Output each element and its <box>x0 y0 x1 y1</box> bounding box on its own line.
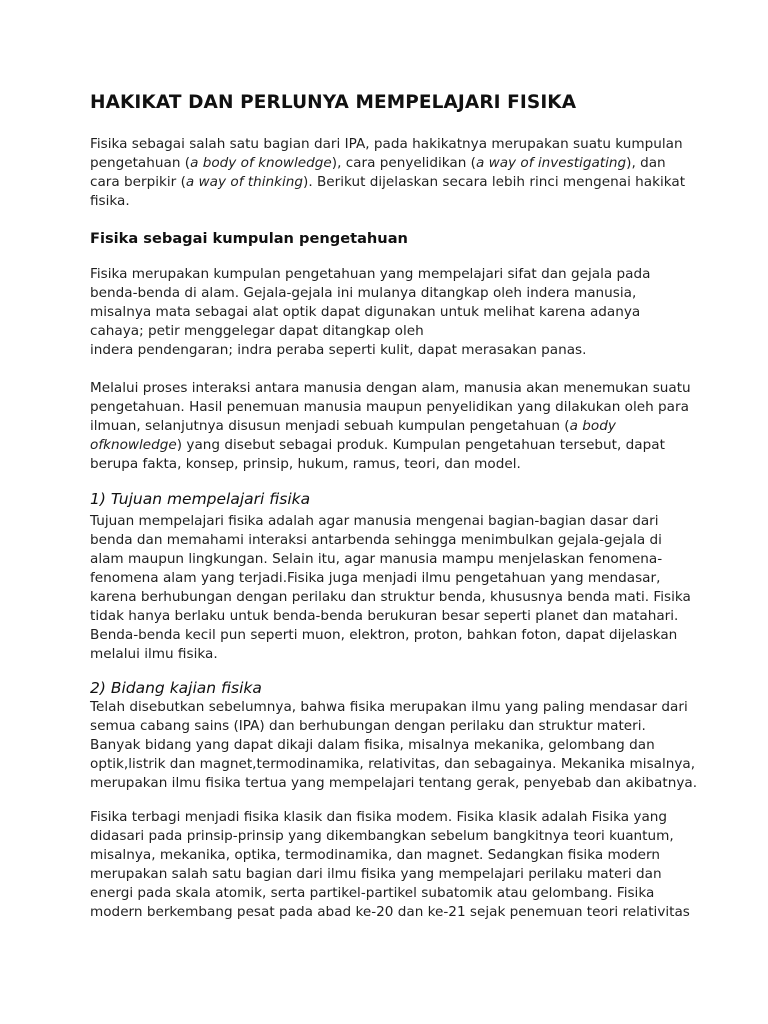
paragraph-line: karena berhubungan dengan perilaku dan struktur benda, khususnya benda mati. Fisika <box>90 589 691 605</box>
intro-line-2: pengetahuan (a body of knowledge), cara penyelidikan (a way of investigating), dan <box>90 155 666 171</box>
paragraph-4 <box>90 698 697 793</box>
paragraph-line: merupakan ilmu fisika tertua yang mempelajari tentang gerak, penyebab dan akibatnya. <box>90 775 698 791</box>
paragraph-line: Tujuan mempelajari fisika adalah agar manusia mengenai bagian-bagian dasar dari <box>90 513 659 529</box>
paragraph-line: Fisika merupakan kumpulan pengetahuan yang mempelajari sifat dan gejala pada <box>90 266 651 282</box>
paragraph-line: benda dan memahami interaksi antarbenda sehingga menimbulkan gejala-gejala di <box>90 532 662 548</box>
paragraph-5 <box>90 808 690 922</box>
paragraph-line: Fisika terbagi menjadi fisika klasik dan fisika modem. Fisika klasik adalah Fisika yang <box>90 809 668 825</box>
paragraph-line: benda-benda di alam. Gejala-gejala ini mulanya ditangkap oleh indera manusia, <box>90 285 637 301</box>
paragraph-line: Melalui proses interaksi antara manusia dengan alam, manusia akan menemukan suatu <box>90 380 691 396</box>
paragraph-line: modern berkembang pesat pada abad ke-20 dan ke-21 sejak penemuan teori relativitas <box>90 904 690 920</box>
paragraph-line: Banyak bidang yang dapat dikaji dalam fisika, misalnya mekanika, gelombang dan <box>90 737 655 753</box>
paragraph-line: misalnya mata sebagai alat optik dapat digunakan untuk melihat karena adanya <box>90 304 641 320</box>
document-title: HAKIKAT DAN PERLUNYA MEMPELAJARI FISIKA <box>90 92 577 113</box>
paragraph-2 <box>90 379 691 474</box>
intro-line-3: cara berpikir (a way of thinking). Berikut dijelaskan secara lebih rinci mengenai hakikat <box>90 174 686 190</box>
paragraph-line: ilmuan, selanjutnya disusun menjadi sebuah kumpulan pengetahuan (a body <box>90 418 616 434</box>
paragraph-line: ofknowledge) yang disebut sebagai produk. Kumpulan pengetahuan tersebut, dapat <box>90 437 665 453</box>
heading-bidang-kajian: 2) Bidang kajian fisika <box>90 679 262 697</box>
intro-paragraph <box>90 135 685 211</box>
paragraph-1 <box>90 265 650 360</box>
heading-tujuan: 1) Tujuan mempelajari fisika <box>90 490 311 508</box>
paragraph-line: optik,listrik dan magnet,termodinamika, relativitas, dan sebagainya. Mekanika misalnya, <box>90 756 696 772</box>
paragraph-line: merupakan salah satu bagian dari ilmu fisika yang mempelajari perilaku materi dan <box>90 866 662 882</box>
paragraph-line: Telah disebutkan sebelumnya, bahwa fisika merupakan ilmu yang paling mendasar dari <box>90 699 688 715</box>
paragraph-line: melalui ilmu fisika. <box>90 646 218 662</box>
paragraph-line: energi pada skala atomik, serta partikel-partikel subatomik atau gelombang. Fisika <box>90 885 655 901</box>
paragraph-line: berupa fakta, konsep, prinsip, hukum, ramus, teori, dan model. <box>90 456 521 472</box>
paragraph-3 <box>90 512 691 664</box>
intro-line-4: fisika. <box>90 193 130 209</box>
paragraph-line: cahaya; petir menggelegar dapat ditangkap oleh <box>90 323 424 339</box>
section-heading: Fisika sebagai kumpulan pengetahuan <box>90 230 408 247</box>
paragraph-line: didasari pada prinsip-prinsip yang dikembangkan sebelum bangkitnya teori kuantum, <box>90 828 674 844</box>
paragraph-line: fenomena alam yang terjadi.Fisika juga menjadi ilmu pengetahuan yang mendasar, <box>90 570 661 586</box>
paragraph-line: alam maupun lingkungan. Selain itu, agar manusia mampu menjelaskan fenomena- <box>90 551 663 567</box>
intro-line-1: Fisika sebagai salah satu bagian dari IPA, pada hakikatnya merupakan suatu kumpulan <box>90 136 683 152</box>
paragraph-line: indera pendengaran; indra peraba seperti kulit, dapat merasakan panas. <box>90 342 587 358</box>
paragraph-line: Benda-benda kecil pun seperti muon, elektron, proton, bahkan foton, dapat dijelaskan <box>90 627 678 643</box>
paragraph-line: tidak hanya berlaku untuk benda-benda berukuran besar seperti planet dan matahari. <box>90 608 679 624</box>
paragraph-line: pengetahuan. Hasil penemuan manusia maupun penyelidikan yang dilakukan oleh para <box>90 399 689 415</box>
paragraph-line: misalnya, mekanika, optika, termodinamika, dan magnet. Sedangkan fisika modern <box>90 847 661 863</box>
paragraph-line: semua cabang sains (IPA) dan berhubungan dengan perilaku dan struktur materi. <box>90 718 646 734</box>
